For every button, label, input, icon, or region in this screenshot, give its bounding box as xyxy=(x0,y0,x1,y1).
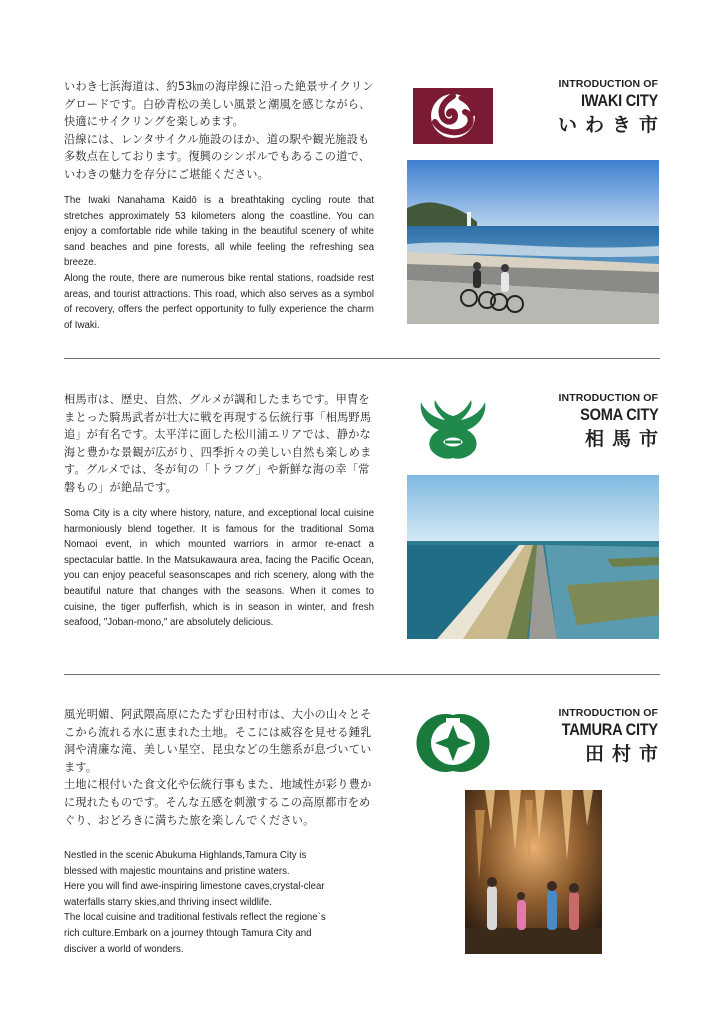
iwaki-jp-line: いわき七浜海道は、約53㎞の海岸線に沿った絶景サイクリン xyxy=(64,80,374,93)
tamura-jp-line: こから流れる水に恵まれた土地。そこには威容を見せる鍾乳 xyxy=(64,725,372,739)
tamura-jp-line: 土地に根付いた食文化や伝統行事もまた、地域性が彩り豊か xyxy=(64,778,372,792)
iwaki-en-text xyxy=(64,193,374,333)
iwaki-jp-line: グロードです。白砂青松の美しい風景と潮風を感じながら、 xyxy=(64,97,371,111)
soma-jp-text xyxy=(64,391,376,497)
tamura-en-line: disciver a world of wonders. xyxy=(64,943,184,955)
tamura-jp-line: 風光明媚、阿武隈高原にたたずむ田村市は、大小の山々とそ xyxy=(64,708,372,721)
soma-jp-line: 追」が有名です。太平洋に面した松川浦エリアでは、静かな xyxy=(64,428,371,442)
iwaki-en-paragraph-2: Along the route, there are numerous bike rental stations, roadside rest areas, and tourist attractions. This road, which also serves as a symbol of recovery, offers the perfect opportunity to fully experience the charm of Iwaki. xyxy=(64,272,374,331)
section-divider xyxy=(64,674,660,675)
tamura-en-line: rich culture.Embark on a journey thtough Tamura City and xyxy=(64,927,312,939)
iwaki-jp-line: いわきの魅力を存分にご堪能ください。 xyxy=(64,167,269,181)
tamura-en-line: The local cuisine and traditional festivals reflect the regione`s xyxy=(64,912,326,924)
soma-en-paragraph-1: Soma City is a city where history, nature, and exceptional local cuisine harmoniously blend together. It is famous for the traditional Soma Nomaoi event, in which mounted warriors in armor re-enact a spectacular battle. In the Matsukawaura area, facing the Pacific Ocean, you can enjoy peaceful seasonscapes and rich scenery, along with the beautiful nature that changes with the seasons. When it comes to cuisine, the tiger pufferfish, which is in season in winter, and fresh seafood, "Joban-mono," are absolutely delicious. xyxy=(64,508,374,629)
tamura-header xyxy=(546,707,666,767)
soma-header xyxy=(558,392,666,452)
tamura-city-emblem xyxy=(416,712,490,778)
iwaki-intro-label: INTRODUCTION OF xyxy=(558,78,658,90)
iwaki-jp-line: 沿線には、レンタサイクル施設のほか、道の駅や観光施設も xyxy=(64,132,370,146)
tamura-jp-line: 洞や清廉な滝、美しい星空、昆虫などの生態系が息づいてい xyxy=(64,743,372,757)
tamura-en-line: Nestled in the scenic Abukuma Highlands,Tamura City is xyxy=(64,850,307,861)
tamura-en-line: blessed with majestic mountains and pristine waters. xyxy=(64,865,290,877)
soma-city-emblem xyxy=(415,398,491,466)
soma-jp-line: 海と豊かな景観が広がり、四季折々の美しい自然も楽しめま xyxy=(64,445,372,459)
soma-jp-line: 相馬市は、歴史、自然、グルメが調和したまちです。甲冑を xyxy=(64,393,370,406)
tamura-limestone-cave-photo xyxy=(465,790,602,954)
soma-city-name-en: SOMA CITY xyxy=(579,405,658,424)
tamura-jp-line: に現れたものです。そんな五感を刺激するこの高原都市をめ xyxy=(64,795,371,809)
iwaki-jp-line: 快適にサイクリングを楽しめます。 xyxy=(64,115,245,129)
tamura-en-line: waterfalls starry skies,and thriving insect wildlife. xyxy=(64,896,272,908)
soma-jp-line: 磐もの」が絶品です。 xyxy=(64,480,177,494)
iwaki-city-emblem xyxy=(413,88,493,148)
soma-city-name-jp: 相馬市 xyxy=(584,428,666,450)
tamura-en-text xyxy=(64,848,374,957)
iwaki-en-paragraph-1: The Iwaki Nanahama Kaidō is a breathtaking cycling route that stretches approximately 53 kilometers along the coastline. You can enjoy a comfortable ride while taking in the beautiful scenery of white sand beaches and pine forests, all while feeling the refreshing sea breeze. xyxy=(64,195,374,269)
tamura-intro-label: INTRODUCTION OF xyxy=(558,707,658,719)
soma-en-text xyxy=(64,506,374,631)
soma-jp-line: まとった騎馬武者が壮大に戦を再現する伝統行事「相馬野馬 xyxy=(64,410,372,424)
iwaki-city-name-en: IWAKI CITY xyxy=(580,91,658,110)
tamura-jp-text xyxy=(64,706,376,829)
tamura-en-line: Here you will find awe-inspiring limestone caves,crystal-clear xyxy=(64,881,325,893)
iwaki-jp-line: 多数点在しております。復興のシンボルでもあるこの道で、 xyxy=(64,150,371,164)
soma-coast-aerial-photo xyxy=(407,475,659,639)
tamura-jp-line: ます。 xyxy=(64,760,98,774)
tamura-jp-line: ぐり、おどろきに満ちた旅を楽しんでください。 xyxy=(64,813,315,827)
iwaki-city-name-jp: いわき市 xyxy=(557,114,666,136)
tamura-city-name-en: TAMURA CITY xyxy=(561,720,658,739)
soma-jp-line: す。グルメでは、冬が旬の「トラフグ」や新鮮な海の幸「常 xyxy=(64,463,370,477)
iwaki-jp-text xyxy=(64,78,376,184)
tamura-city-name-jp: 田村市 xyxy=(584,743,666,765)
soma-intro-label: INTRODUCTION OF xyxy=(558,392,658,404)
iwaki-cycling-photo xyxy=(407,160,659,324)
iwaki-header xyxy=(557,78,666,138)
section-divider xyxy=(64,358,660,359)
